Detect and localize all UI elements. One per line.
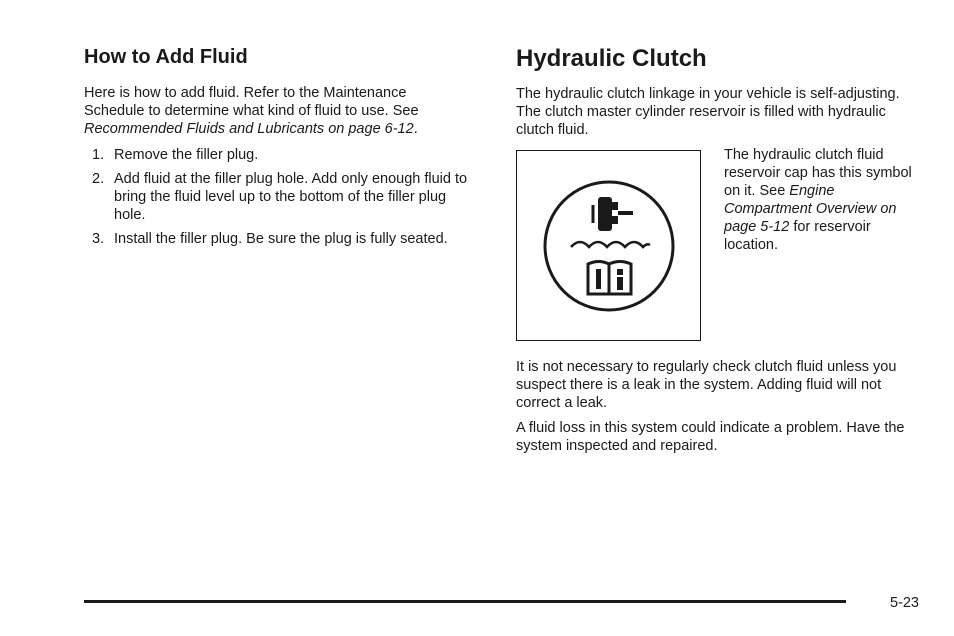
intro-text: Here is how to add fluid. Refer to the Maintenance Schedule to determine what kind of fluid to use. See xyxy=(84,85,419,119)
fluid-loss-paragraph: A fluid loss in this system could indicate a problem. Have the system inspected and repaired. xyxy=(516,420,905,454)
step-text: Install the filler plug. Be sure the plug is fully seated. xyxy=(114,231,448,247)
section-heading: How to Add Fluid xyxy=(84,46,248,68)
page-title: Hydraulic Clutch xyxy=(516,45,707,72)
after-figure-text xyxy=(516,358,916,455)
how-to-add-fluid-section xyxy=(84,44,469,254)
clutch-fluid-symbol-icon xyxy=(517,151,699,339)
step-text: Add fluid at the filler plug hole. Add only enough fluid to bring the fluid level up to the bottom of the filler plug hole. xyxy=(114,171,468,223)
hydraulic-clutch-section xyxy=(516,44,916,462)
step-number: 2. xyxy=(92,171,105,187)
intro-paragraph: The hydraulic clutch linkage in your vehicle is self-adjusting. The clutch master cylinder reservoir is filled with hydraulic clutch fluid. xyxy=(516,86,900,138)
list-item xyxy=(84,170,469,224)
step-number: 1. xyxy=(92,147,105,163)
step-number: 3. xyxy=(92,231,105,247)
caption-text: The hydraulic clutch fluid reservoir cap has this symbol on it. See xyxy=(724,147,912,199)
intro-end: . xyxy=(413,121,418,137)
caption-reference: Engine Compartment Overview on page 5-12 xyxy=(724,183,897,235)
symbol-frame xyxy=(516,150,701,341)
steps-list xyxy=(84,146,469,248)
caption-tail: for reservoir location. xyxy=(724,219,871,253)
step-text: Remove the filler plug. xyxy=(114,147,259,163)
figure-row xyxy=(516,147,916,358)
check-paragraph: It is not necessary to regularly check clutch fluid unless you suspect there is a leak in the system. Adding fluid will not correct a leak. xyxy=(516,359,897,411)
list-item xyxy=(84,230,469,248)
list-item xyxy=(84,146,469,164)
symbol-caption xyxy=(724,146,919,254)
page-number: 5-23 xyxy=(889,595,919,611)
footer-rule xyxy=(84,600,846,603)
intro-paragraph xyxy=(84,84,469,138)
intro-reference: Recommended Fluids and Lubricants on page 6-12 xyxy=(84,121,414,137)
